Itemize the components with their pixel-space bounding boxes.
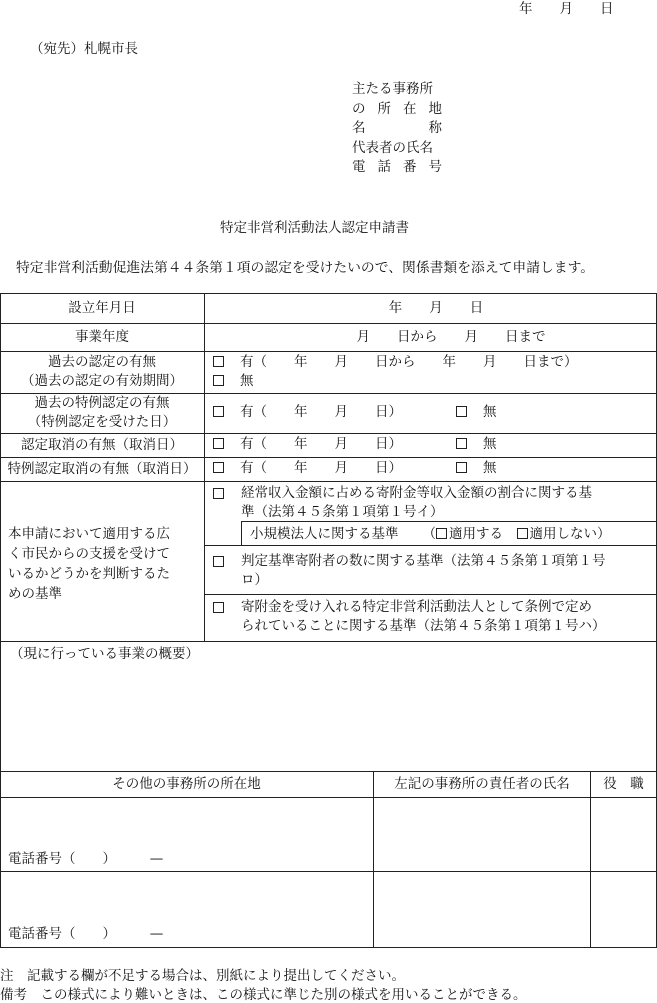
representative-label: 代表者の氏名 bbox=[352, 139, 433, 156]
small-corp-not-apply-checkbox[interactable] bbox=[517, 528, 528, 539]
past-cert-no-option[interactable]: 無 bbox=[213, 372, 578, 391]
intro-text: 特定非営利活動促進法第４４条第１項の認定を受けたいので、関係書類を添えて申請します。 bbox=[16, 260, 595, 276]
checkbox[interactable] bbox=[213, 602, 224, 613]
date-month: 月 bbox=[559, 1, 573, 17]
criteria-label: 本申請において適用する広 く市民からの支援を受けて いるかどうかを判断するた めの基準 bbox=[8, 526, 170, 602]
office-address-label-2: の 所 在 地 bbox=[352, 100, 442, 117]
special-cancel-yes-option[interactable]: 有（ 年 月 日） bbox=[213, 460, 402, 476]
other-office-phone-1[interactable]: 電話番号（ ） — bbox=[8, 851, 164, 867]
remark-text: 備考 この様式により難いときは、この様式に準じた別の様式を用いることができる。 bbox=[0, 987, 527, 1003]
checkbox[interactable] bbox=[213, 375, 224, 386]
applicant-block bbox=[352, 80, 442, 178]
responsible-header: 左記の事務所の責任者の氏名 bbox=[394, 775, 570, 792]
note-text: 注 記載する欄が不足する場合は、別紙により提出してください。 bbox=[0, 968, 405, 984]
fiscal-year-value[interactable]: 月 日から 月 日まで bbox=[356, 328, 546, 345]
checkbox[interactable] bbox=[456, 406, 467, 417]
criteria-2-option[interactable]: 判定基準寄附者の数に関する基準（法第４５条第１項第１号 ロ） bbox=[213, 552, 606, 590]
checkbox[interactable] bbox=[213, 438, 224, 449]
special-cancel-label: 特例認定取消の有無（取消日） bbox=[7, 460, 197, 477]
special-cancel-options bbox=[213, 459, 497, 478]
cancel-options bbox=[213, 435, 497, 454]
office-address-label-1: 主たる事務所 bbox=[352, 81, 433, 97]
checkbox[interactable] bbox=[213, 356, 224, 367]
criteria-3-option[interactable]: 寄附金を受け入れる特定非営利活動法人として条例で定め られていることに関する基準（法第４５条第１項第１号ハ） bbox=[213, 598, 606, 636]
established-value[interactable]: 年 月 日 bbox=[388, 299, 484, 316]
checkbox[interactable] bbox=[456, 438, 467, 449]
past-cert-options bbox=[213, 353, 578, 391]
criteria-1-option[interactable]: 経常収入金額に占める寄附金等収入金額の割合に関する基 準（法第４５条第１項第１号イ） bbox=[213, 484, 592, 522]
cancel-label: 認定取消の有無（取消日） bbox=[21, 436, 183, 453]
corp-name-label: 名 称 bbox=[352, 120, 442, 136]
past-special-label: 過去の特例認定の有無 （特例認定を受けた日） bbox=[27, 395, 177, 430]
form-title: 特定非営利活動法人認定申請書 bbox=[220, 220, 409, 236]
checkbox[interactable] bbox=[213, 556, 224, 567]
cancel-yes-option[interactable]: 有（ 年 月 日） bbox=[213, 436, 402, 452]
past-cert-yes-option[interactable]: 有（ 年 月 日から 年 月 日まで） bbox=[213, 353, 578, 372]
phone-label: 電 話 番 号 bbox=[352, 159, 442, 175]
checkbox[interactable] bbox=[456, 462, 467, 473]
special-cancel-no-option[interactable]: 無 bbox=[456, 459, 497, 478]
date-year: 年 bbox=[519, 1, 533, 17]
fiscal-year-label: 事業年度 bbox=[75, 328, 129, 345]
date-line bbox=[519, 0, 614, 17]
past-cert-label: 過去の認定の有無 （過去の認定の有効期間） bbox=[21, 354, 183, 389]
past-special-no-option[interactable]: 無 bbox=[456, 403, 497, 422]
cancel-no-option[interactable]: 無 bbox=[456, 435, 497, 454]
business-overview-label: （現に行っている事業の概要） bbox=[10, 646, 199, 662]
small-corp-apply-checkbox[interactable] bbox=[436, 528, 447, 539]
addressee: （宛先）札幌市長 bbox=[30, 41, 138, 57]
checkbox[interactable] bbox=[213, 488, 224, 499]
checkbox[interactable] bbox=[213, 406, 224, 417]
checkbox[interactable] bbox=[213, 462, 224, 473]
small-corp-row: 小規模法人に関する基準 （ 適用する 適用しない） bbox=[250, 526, 611, 542]
past-special-yes-option[interactable]: 有（ 年 月 日） bbox=[213, 404, 402, 420]
past-special-options bbox=[213, 403, 497, 422]
other-office-header: その他の事務所の所在地 bbox=[112, 775, 261, 792]
position-header: 役 職 bbox=[603, 775, 644, 792]
date-day: 日 bbox=[600, 1, 614, 17]
established-label: 設立年月日 bbox=[68, 299, 136, 316]
other-office-phone-2[interactable]: 電話番号（ ） — bbox=[8, 926, 164, 942]
business-overview-area[interactable] bbox=[1, 666, 656, 770]
small-corp-label: 小規模法人に関する基準 bbox=[250, 526, 399, 542]
